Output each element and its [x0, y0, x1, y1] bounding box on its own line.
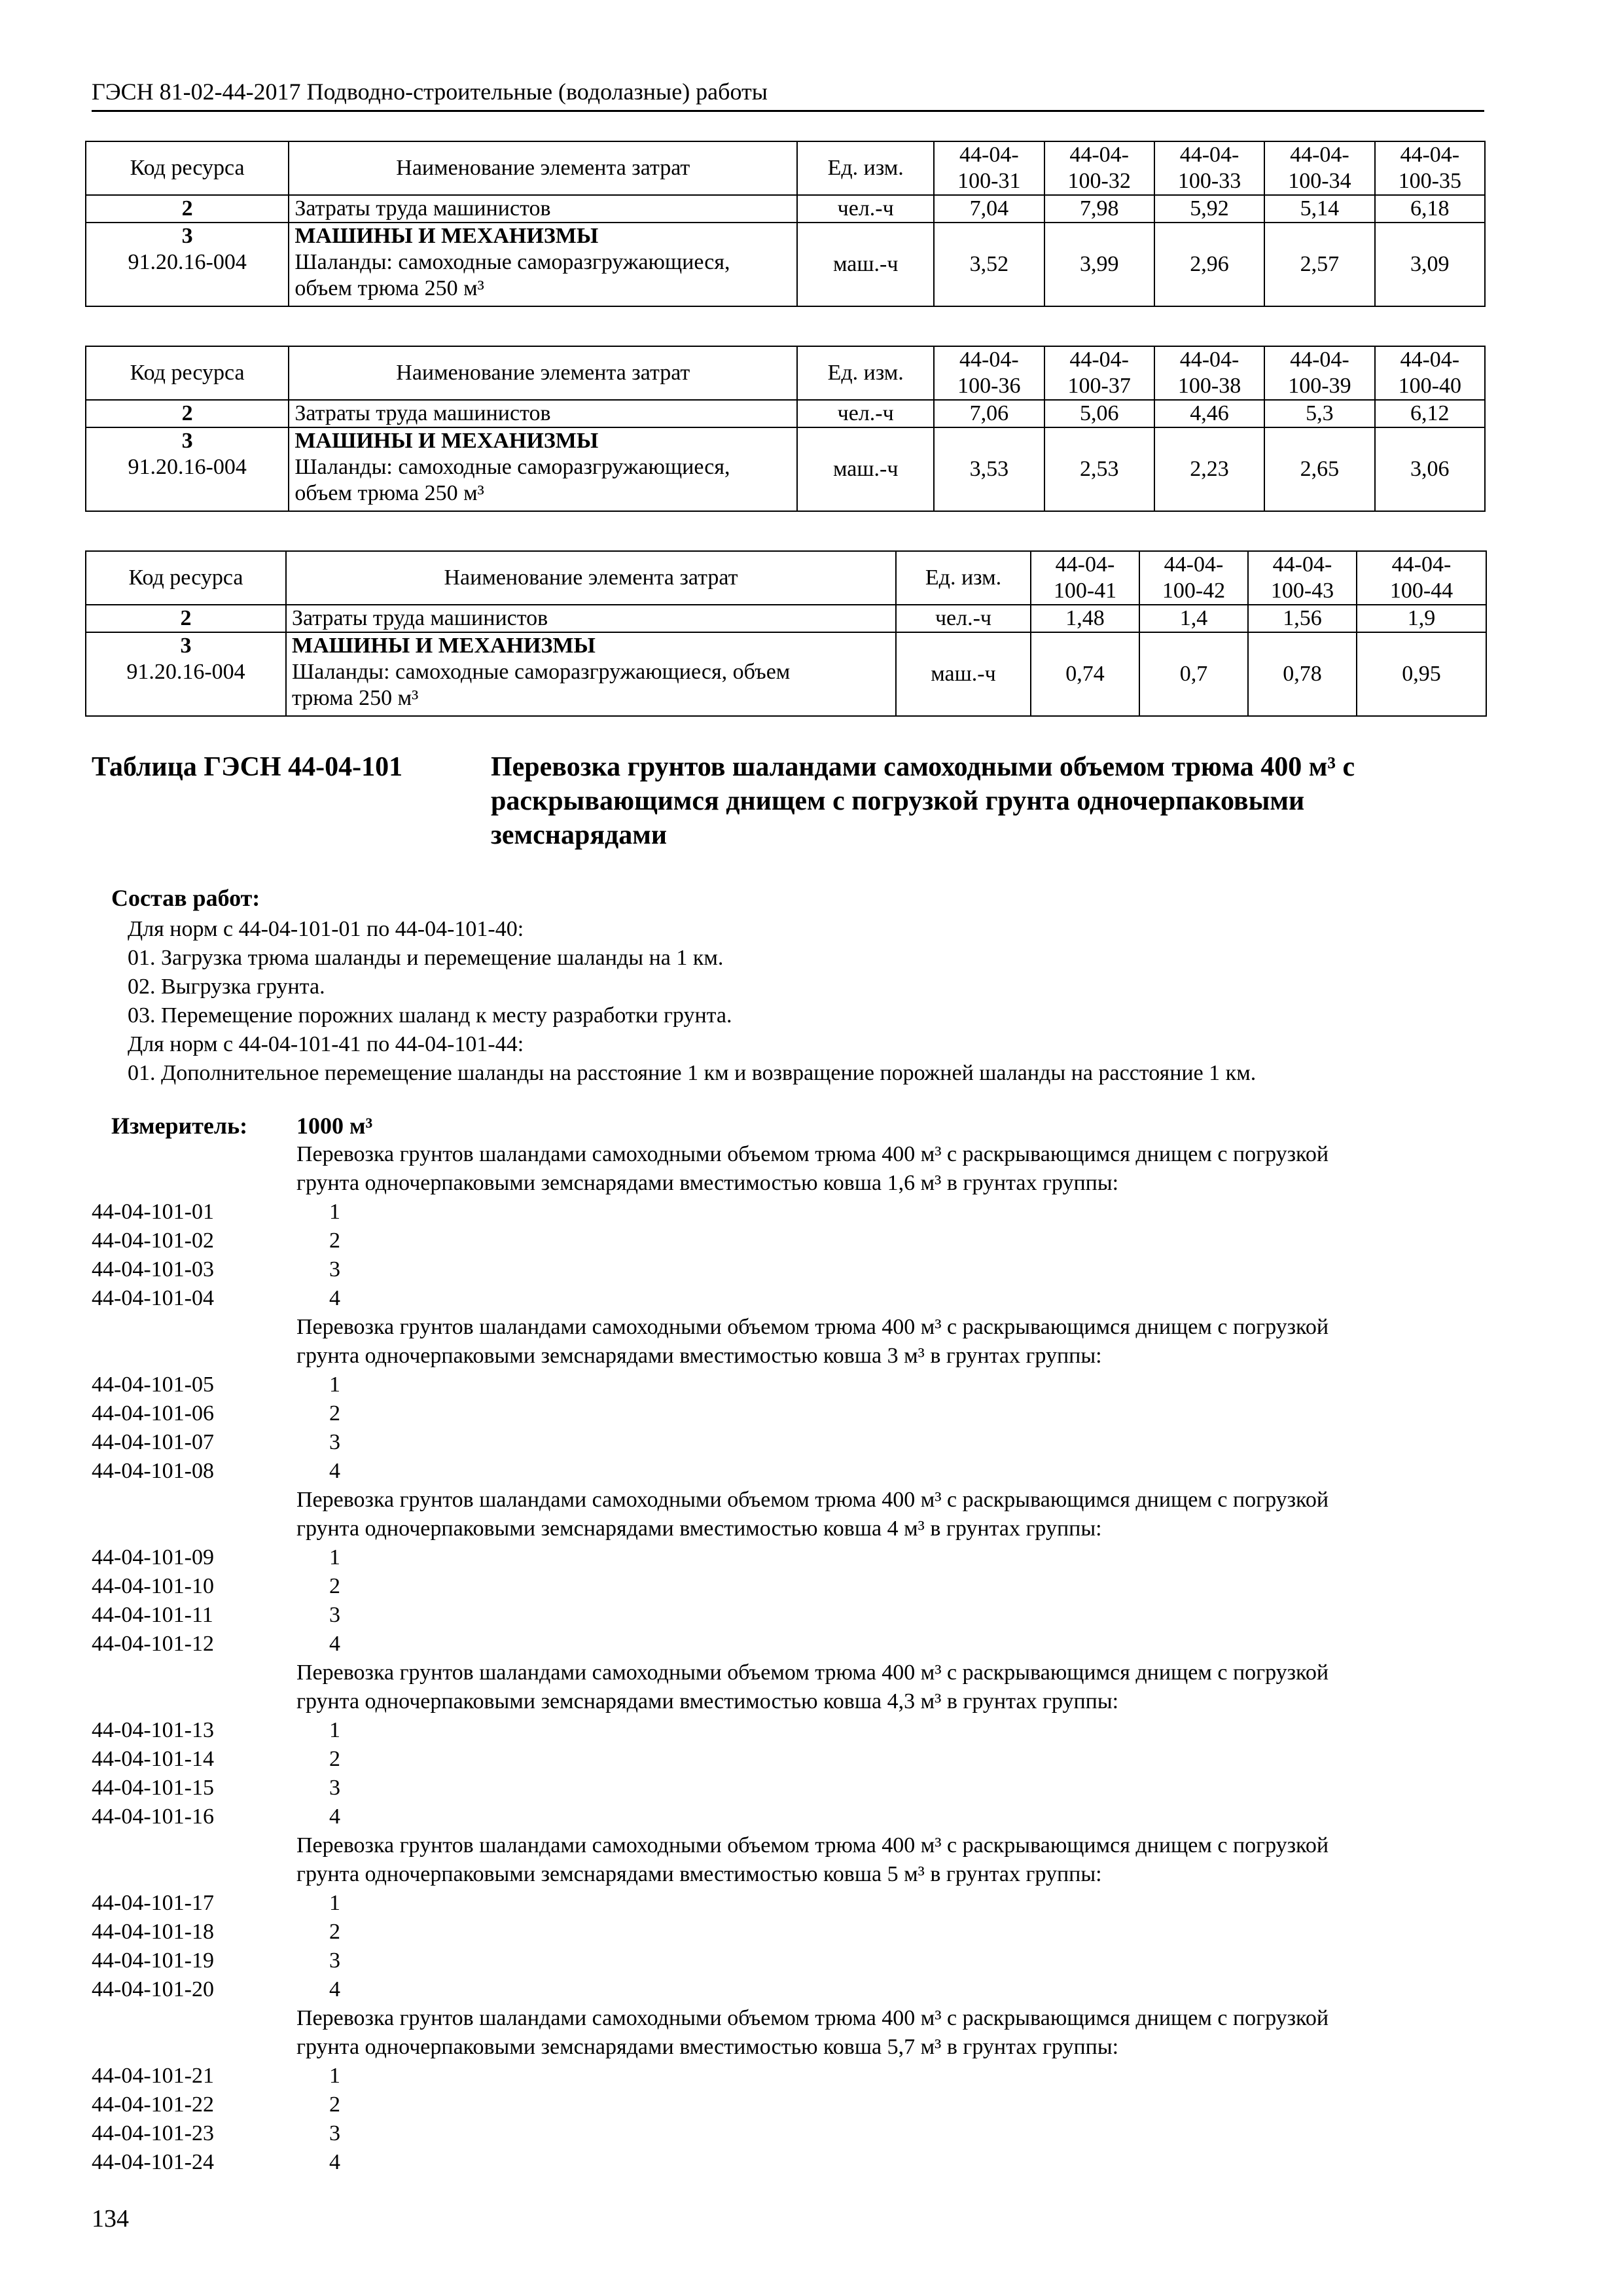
soil-group: 1 [329, 1891, 340, 1915]
norm-code: 44-04-101-13 [92, 1718, 214, 1742]
work-composition-list [128, 915, 1256, 1088]
resource-code: 2 [86, 605, 286, 632]
work-composition-line: 03. Перемещение порожних шаланд к месту разработки грунта. [128, 1003, 732, 1028]
norm-code: 44-04-101-08 [92, 1459, 214, 1483]
value-cell: 6,12 [1375, 400, 1485, 427]
norm-group-description: Перевозка грунтов шаландами самоходными объемом трюма 400 м³ с раскрывающимся днищем с погрузкой грунта одночерпаковыми земснарядами вместимостью ковша 5 м³ в грунтах группы: [296, 1833, 1329, 1886]
norm-item [92, 2148, 1486, 2177]
resource-code: 3 91.20.16-004 [86, 223, 289, 306]
cost-element-name: МАШИНЫ И МЕХАНИЗМЫ Шаланды: самоходные саморазгружающиеся, объем трюма 250 м³ [289, 223, 797, 306]
norm-code: 44-04-101-17 [92, 1891, 214, 1915]
measure-label: Измеритель: [111, 1113, 248, 1139]
labor-row [86, 400, 1485, 427]
unit-cell: маш.-ч [797, 223, 934, 306]
soil-group: 3 [329, 1430, 340, 1454]
resource-code: 2 [86, 400, 289, 427]
norm-group [92, 1140, 1486, 1313]
norm-item [92, 1774, 1486, 1803]
norm-item [92, 2062, 1486, 2090]
value-cell: 0,95 [1357, 632, 1486, 716]
header-cost-element: Наименование элемента затрат [286, 551, 896, 605]
norm-group-description: Перевозка грунтов шаландами самоходными объемом трюма 400 м³ с раскрывающимся днищем с погрузкой грунта одночерпаковыми земснарядами вместимостью ковша 5,7 м³ в грунтах группы: [296, 2006, 1329, 2059]
unit-cell: маш.-ч [797, 427, 934, 511]
resource-table [85, 550, 1487, 717]
norm-item [92, 1630, 1486, 1659]
value-cell: 0,7 [1139, 632, 1248, 716]
value-cell: 1,9 [1357, 605, 1486, 632]
unit-cell: чел.-ч [797, 400, 934, 427]
value-cell: 3,53 [934, 427, 1044, 511]
work-composition-line: 01. Дополнительное перемещение шаланды на расстояние 1 км и возвращение порожней шаланды на расстояние 1 км. [128, 1061, 1257, 1085]
table-heading-line: Перевозка грунтов шаландами самоходными объемом трюма 400 м³ с [491, 752, 1355, 782]
value-cell: 2,57 [1264, 223, 1374, 306]
norm-code: 44-04-101-19 [92, 1948, 214, 1973]
labor-row [86, 195, 1485, 223]
norm-group-description: Перевозка грунтов шаландами самоходными объемом трюма 400 м³ с раскрывающимся днищем с погрузкой грунта одночерпаковыми земснарядами вместимостью ковша 4 м³ в грунтах группы: [296, 1488, 1329, 1541]
norm-item [92, 1543, 1486, 1572]
soil-group: 4 [329, 2150, 340, 2174]
norm-item [92, 1975, 1486, 2004]
soil-group: 3 [329, 1776, 340, 1800]
norm-item [92, 1198, 1486, 1227]
header-norm-code: 44-04- 100-43 [1248, 551, 1357, 605]
cost-element-name: Затраты труда машинистов [289, 195, 797, 223]
norm-code: 44-04-101-06 [92, 1401, 214, 1426]
value-cell: 7,06 [934, 400, 1044, 427]
header-norm-code: 44-04- 100-32 [1044, 141, 1154, 195]
table-header-row [86, 551, 1486, 605]
norm-code: 44-04-101-10 [92, 1574, 214, 1598]
soil-group: 2 [329, 1401, 340, 1426]
soil-group: 4 [329, 1632, 340, 1656]
cost-element-name: МАШИНЫ И МЕХАНИЗМЫ Шаланды: самоходные саморазгружающиеся, объем трюма 250 м³ [289, 427, 797, 511]
work-composition-line: Для норм с 44-04-101-41 по 44-04-101-44: [128, 1032, 524, 1056]
norm-group-description: Перевозка грунтов шаландами самоходными объемом трюма 400 м³ с раскрывающимся днищем с погрузкой грунта одночерпаковыми земснарядами вместимостью ковша 1,6 м³ в грунтах группы: [296, 1142, 1329, 1195]
norm-code: 44-04-101-01 [92, 1200, 214, 1224]
value-cell: 3,06 [1375, 427, 1485, 511]
measure-value: 1000 м³ [296, 1113, 373, 1139]
norm-code: 44-04-101-23 [92, 2121, 214, 2145]
norm-item [92, 1371, 1486, 1399]
norm-code: 44-04-101-18 [92, 1920, 214, 1944]
header-norm-code: 44-04- 100-38 [1154, 346, 1264, 400]
norm-item [92, 1227, 1486, 1255]
norm-code: 44-04-101-14 [92, 1747, 214, 1771]
soil-group: 2 [329, 2092, 340, 2117]
norm-code: 44-04-101-12 [92, 1632, 214, 1656]
norm-item [92, 1428, 1486, 1457]
norm-item [92, 1803, 1486, 1831]
resource-code: 3 91.20.16-004 [86, 427, 289, 511]
norm-item [92, 2090, 1486, 2119]
norm-code: 44-04-101-02 [92, 1229, 214, 1253]
norm-code: 44-04-101-07 [92, 1430, 214, 1454]
resource-table [85, 346, 1486, 512]
header-unit: Ед. изм. [797, 346, 934, 400]
machine-row [86, 223, 1485, 306]
resource-table [85, 141, 1486, 307]
header-norm-code: 44-04- 100-39 [1264, 346, 1374, 400]
value-cell: 2,53 [1044, 427, 1154, 511]
value-cell: 5,14 [1264, 195, 1374, 223]
soil-group: 2 [329, 1920, 340, 1944]
header-resource-code: Код ресурса [86, 346, 289, 400]
value-cell: 0,78 [1248, 632, 1357, 716]
page-number: 134 [92, 2205, 129, 2233]
unit-cell: чел.-ч [797, 195, 934, 223]
soil-group: 3 [329, 2121, 340, 2145]
norm-item [92, 1889, 1486, 1918]
work-composition-title: Состав работ: [111, 885, 260, 911]
soil-group: 4 [329, 1459, 340, 1483]
work-composition-line: 01. Загрузка трюма шаланды и перемещение шаланды на 1 км. [128, 946, 724, 970]
norm-group [92, 1659, 1486, 1831]
norm-group-description: Перевозка грунтов шаландами самоходными объемом трюма 400 м³ с раскрывающимся днищем с погрузкой грунта одночерпаковыми земснарядами вместимостью ковша 3 м³ в грунтах группы: [296, 1315, 1329, 1368]
cost-element-name: МАШИНЫ И МЕХАНИЗМЫ Шаланды: самоходные саморазгружающиеся, объем трюма 250 м³ [286, 632, 896, 716]
value-cell: 1,56 [1248, 605, 1357, 632]
norm-item [92, 1946, 1486, 1975]
header-norm-code: 44-04- 100-35 [1375, 141, 1485, 195]
norm-item [92, 1716, 1486, 1745]
value-cell: 3,09 [1375, 223, 1485, 306]
norm-group [92, 1831, 1486, 2004]
value-cell: 0,74 [1031, 632, 1139, 716]
norm-group [92, 1486, 1486, 1659]
soil-group: 4 [329, 1804, 340, 1829]
soil-group: 1 [329, 1545, 340, 1570]
unit-cell: маш.-ч [896, 632, 1031, 716]
norm-code: 44-04-101-15 [92, 1776, 214, 1800]
norm-code: 44-04-101-24 [92, 2150, 214, 2174]
header-rule [92, 110, 1484, 112]
cost-element-name: Затраты труда машинистов [286, 605, 896, 632]
value-cell: 2,96 [1154, 223, 1264, 306]
soil-group: 1 [329, 1372, 340, 1397]
header-resource-code: Код ресурса [86, 141, 289, 195]
value-cell: 7,04 [934, 195, 1044, 223]
value-cell: 5,06 [1044, 400, 1154, 427]
soil-group: 2 [329, 1574, 340, 1598]
value-cell: 3,99 [1044, 223, 1154, 306]
resource-code: 3 91.20.16-004 [86, 632, 286, 716]
value-cell: 5,3 [1264, 400, 1374, 427]
header-norm-code: 44-04- 100-37 [1044, 346, 1154, 400]
soil-group: 2 [329, 1747, 340, 1771]
norm-item [92, 1601, 1486, 1630]
header-norm-code: 44-04- 100-33 [1154, 141, 1264, 195]
norm-item [92, 1399, 1486, 1428]
norm-code: 44-04-101-22 [92, 2092, 214, 2117]
norm-item [92, 1745, 1486, 1774]
header-norm-code: 44-04- 100-41 [1031, 551, 1139, 605]
header-resource-code: Код ресурса [86, 551, 286, 605]
norm-code: 44-04-101-21 [92, 2064, 214, 2088]
work-composition-line: 02. Выгрузка грунта. [128, 975, 325, 999]
header-norm-code: 44-04- 100-34 [1264, 141, 1374, 195]
value-cell: 7,98 [1044, 195, 1154, 223]
soil-group: 1 [329, 1200, 340, 1224]
header-norm-code: 44-04- 100-40 [1375, 346, 1485, 400]
soil-group: 1 [329, 1718, 340, 1742]
soil-group: 3 [329, 1948, 340, 1973]
norm-code: 44-04-101-03 [92, 1257, 214, 1282]
value-cell: 3,52 [934, 223, 1044, 306]
soil-group: 3 [329, 1603, 340, 1627]
soil-group: 2 [329, 1229, 340, 1253]
norm-code: 44-04-101-16 [92, 1804, 214, 1829]
norm-item [92, 1255, 1486, 1284]
header-norm-code: 44-04- 100-42 [1139, 551, 1248, 605]
table-header-row [86, 141, 1485, 195]
value-cell: 1,4 [1139, 605, 1248, 632]
header-cost-element: Наименование элемента затрат [289, 346, 797, 400]
soil-group: 1 [329, 2064, 340, 2088]
table-heading [491, 750, 1486, 852]
machine-row [86, 427, 1485, 511]
soil-group: 4 [329, 1977, 340, 2001]
value-cell: 5,92 [1154, 195, 1264, 223]
resource-code: 2 [86, 195, 289, 223]
norm-group [92, 2004, 1486, 2177]
machine-row [86, 632, 1486, 716]
norm-code: 44-04-101-04 [92, 1286, 214, 1310]
value-cell: 6,18 [1375, 195, 1485, 223]
norm-code: 44-04-101-09 [92, 1545, 214, 1570]
norm-item [92, 2119, 1486, 2148]
header-norm-code: 44-04- 100-31 [934, 141, 1044, 195]
norm-item [92, 1457, 1486, 1486]
norm-item [92, 1572, 1486, 1601]
header-norm-code: 44-04- 100-36 [934, 346, 1044, 400]
norm-code: 44-04-101-11 [92, 1603, 213, 1627]
header-unit: Ед. изм. [797, 141, 934, 195]
work-composition-line: Для норм с 44-04-101-01 по 44-04-101-40: [128, 917, 524, 941]
norm-item [92, 1284, 1486, 1313]
value-cell: 4,46 [1154, 400, 1264, 427]
header-norm-code: 44-04- 100-44 [1357, 551, 1486, 605]
header-cost-element: Наименование элемента затрат [289, 141, 797, 195]
table-heading-line: раскрывающимся днищем с погрузкой грунта одночерпаковыми [491, 786, 1305, 816]
value-cell: 2,65 [1264, 427, 1374, 511]
value-cell: 1,48 [1031, 605, 1139, 632]
labor-row [86, 605, 1486, 632]
soil-group: 4 [329, 1286, 340, 1310]
norm-item [92, 1918, 1486, 1946]
running-header: ГЭСН 81-02-44-2017 Подводно-строительные (водолазные) работы [92, 79, 768, 105]
table-heading-line: земснарядами [491, 820, 668, 850]
value-cell: 2,23 [1154, 427, 1264, 511]
norm-code: 44-04-101-05 [92, 1372, 214, 1397]
norm-groups [92, 1140, 1486, 2177]
table-header-row [86, 346, 1485, 400]
cost-element-name: Затраты труда машинистов [289, 400, 797, 427]
norm-group [92, 1313, 1486, 1486]
table-label: Таблица ГЭСН 44-04-101 [92, 752, 403, 782]
soil-group: 3 [329, 1257, 340, 1282]
header-unit: Ед. изм. [896, 551, 1031, 605]
norm-code: 44-04-101-20 [92, 1977, 214, 2001]
unit-cell: чел.-ч [896, 605, 1031, 632]
norm-group-description: Перевозка грунтов шаландами самоходными объемом трюма 400 м³ с раскрывающимся днищем с погрузкой грунта одночерпаковыми земснарядами вместимостью ковша 4,3 м³ в грунтах группы: [296, 1660, 1329, 1713]
